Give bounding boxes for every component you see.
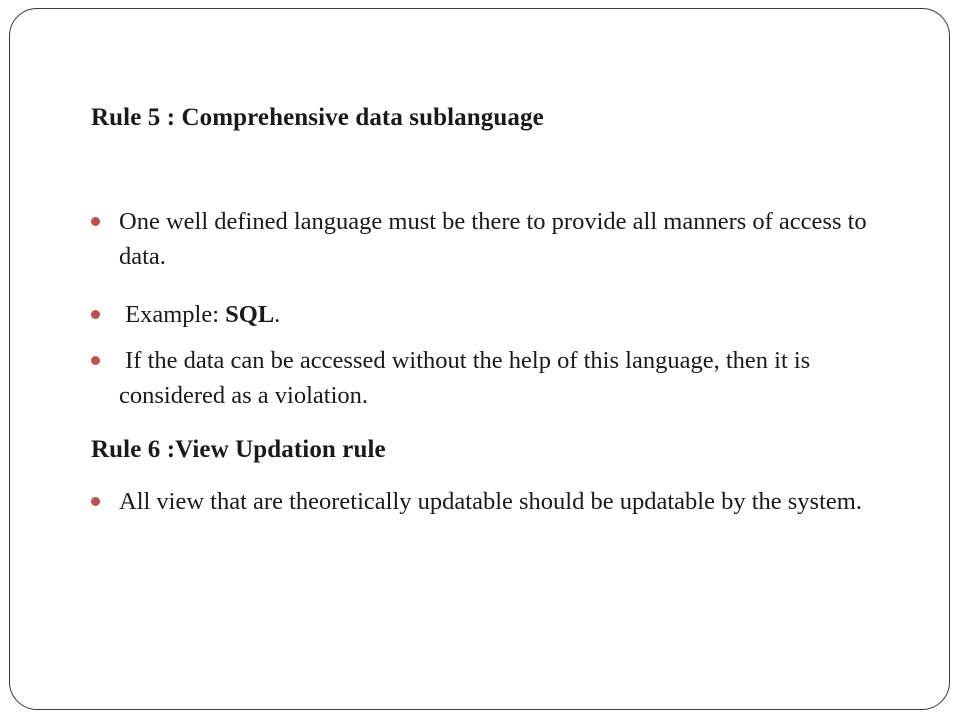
bullet-item [91,343,881,413]
bullet-item [91,297,881,332]
bullet-item [91,204,881,274]
bullet-icon [91,497,100,506]
rule6-heading: Rule 6 :View Updation rule [91,436,386,463]
bullet-text: One well defined language must be there to provide all manners of access to data. [119,208,867,270]
bullet-text: If the data can be accessed without the help of this language, then it is considered as a violation. [119,347,817,409]
bullet-text-prefix: Example: [119,301,226,328]
bullet-icon [91,310,100,319]
bullet-text-strong: SQL [225,301,275,328]
bullet-item [91,484,881,519]
rule5-heading: Rule 5 : Comprehensive data sublanguage [91,104,544,131]
bullet-text-suffix: . [274,301,281,328]
bullet-icon [91,356,100,365]
bullet-text: All view that are theoretically updatable should be updatable by the system. [119,488,862,515]
bullet-icon [91,217,100,226]
